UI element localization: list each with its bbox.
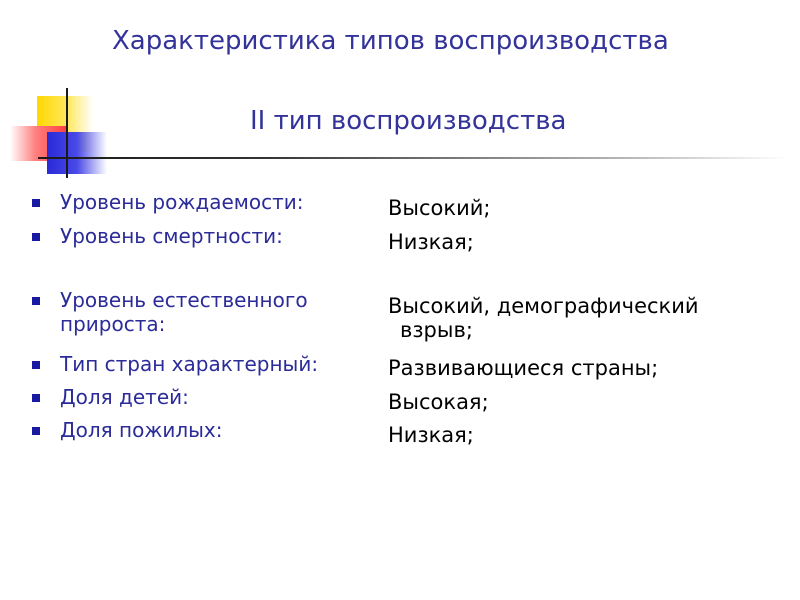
bullet-icon bbox=[32, 297, 40, 305]
value-natural-growth bbox=[388, 294, 788, 342]
label-natural-growth-line1: Уровень естественного bbox=[60, 288, 308, 312]
value-natural-growth-line2: взрыв; bbox=[400, 318, 473, 342]
bullet-icon bbox=[32, 233, 40, 241]
list-item-birth-rate bbox=[26, 190, 410, 214]
list-item-children-share bbox=[26, 385, 410, 409]
label-natural-growth-line2: прироста: bbox=[60, 312, 166, 336]
label-children-share: Доля детей: bbox=[60, 385, 189, 409]
value-death-rate: Низкая; bbox=[388, 230, 474, 254]
bullet-icon bbox=[32, 394, 40, 402]
list-item-country-type bbox=[26, 352, 410, 376]
label-country-type: Тип стран характерный: bbox=[60, 352, 319, 376]
list-item-elderly-share bbox=[26, 418, 410, 442]
title-divider-line bbox=[38, 157, 788, 159]
label-birth-rate: Уровень рождаемости: bbox=[60, 190, 304, 214]
label-death-rate: Уровень смертности: bbox=[60, 224, 283, 248]
label-elderly-share: Доля пожилых: bbox=[60, 418, 223, 442]
decor-vertical-line bbox=[66, 88, 68, 178]
bullet-icon bbox=[32, 361, 40, 369]
slide-subtitle: II тип воспроизводства bbox=[250, 106, 567, 136]
bullet-icon bbox=[32, 427, 40, 435]
bullet-icon bbox=[32, 199, 40, 207]
decor-blue-square bbox=[47, 132, 107, 174]
value-natural-growth-line1: Высокий, демографический bbox=[388, 294, 699, 318]
value-birth-rate: Высокий; bbox=[388, 196, 491, 220]
value-elderly-share: Низкая; bbox=[388, 423, 474, 447]
value-country-type: Развивающиеся страны; bbox=[388, 356, 659, 380]
value-children-share: Высокая; bbox=[388, 390, 489, 414]
list-item-natural-growth bbox=[26, 288, 410, 336]
slide-title: Характеристика типов воспроизводства bbox=[112, 26, 669, 56]
list-item-death-rate bbox=[26, 224, 410, 248]
